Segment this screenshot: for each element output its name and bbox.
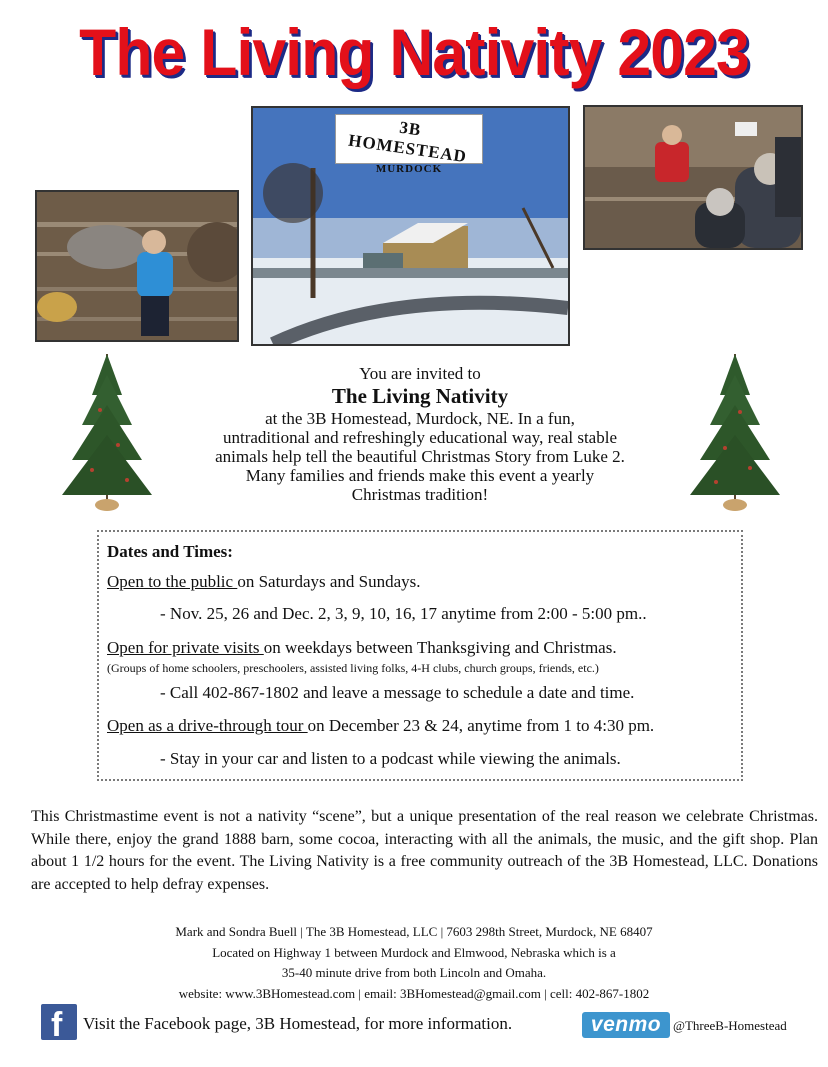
venmo-handle: @ThreeB-Homestead (673, 1018, 787, 1033)
dates-heading: Dates and Times: (107, 542, 233, 561)
facebook-text: Visit the Facebook page, 3B Homestead, for more information. (83, 1014, 513, 1033)
private-instructions: - Call 402-867-1802 and leave a message to schedule a date and time. (160, 683, 635, 702)
venmo-logo: venmo (582, 1012, 670, 1038)
facebook-icon: f (41, 1004, 77, 1040)
invitation-line: animals help tell the beautiful Christmas Story from Luke 2. (215, 447, 625, 466)
christmas-tree-icon (52, 350, 162, 515)
invitation-line: Many families and friends make this event a yearly (245, 466, 595, 485)
child-with-donkeys-photo (35, 190, 239, 342)
private-visits: Open for private visits on weekdays between Thanksgiving and Christmas. (107, 638, 617, 657)
contact-line: Mark and Sondra Buell | The 3B Homestead, LLC | 7603 298th Street, Murdock, NE 68407 (175, 924, 653, 939)
page-title: The Living Nativity 2023 (79, 15, 749, 89)
invitation-heading: The Living Nativity (331, 384, 509, 408)
event-description: This Christmastime event is not a nativity “scene”, but a unique presentation of the real reason we celebrate Christmas. While there, enjoy the grand 1888 barn, some cocoa, interacting with all the animals, the music, and the gift shop. Plan about 1 1/2 hours for the event. The Living Nativity is a free community outreach of the 3B Homestead, LLC. Donations are accepted to help defray expenses. (31, 808, 818, 893)
contact-line: website: www.3BHomestead.com | email: 3BHomestead@gmail.com | cell: 402-867-1802 (178, 985, 650, 1001)
invitation-line: untraditional and refreshingly educational way, real stable (223, 428, 617, 447)
public-hours: Open to the public on Saturdays and Sundays. (107, 572, 421, 591)
contact-line: 35-40 minute drive from both Lincoln and Omaha. (281, 965, 547, 980)
homestead-logo: 3B HOMESTEAD MURDOCK (335, 114, 483, 164)
invitation-line: Christmas tradition! (351, 485, 489, 504)
invitation-line: You are invited to (359, 364, 481, 383)
private-groups: (Groups of home schoolers, preschoolers, assisted living folks, 4-H clubs, church groups, friends, etc.) (107, 661, 599, 675)
barn-visitors-photo (583, 105, 803, 250)
homestead-barn-photo (251, 106, 570, 346)
contact-line: Located on Highway 1 between Murdock and Elmwood, Nebraska which is a (212, 944, 616, 960)
drive-through-instructions: - Stay in your car and listen to a podcast while viewing the animals. (160, 749, 621, 768)
drive-through-tour: Open as a drive-through tour on December 23 & 24, anytime from 1 to 4:30 pm. (107, 716, 655, 735)
public-dates: - Nov. 25, 26 and Dec. 2, 3, 9, 10, 16, 17 anytime from 2:00 - 5:00 pm.. (160, 604, 647, 623)
invitation-block (170, 364, 670, 504)
contact-info (60, 922, 768, 1004)
dates-and-times-box (97, 530, 743, 781)
christmas-tree-icon (680, 350, 790, 515)
invitation-line: at the 3B Homestead, Murdock, NE. In a fun, (265, 409, 575, 428)
